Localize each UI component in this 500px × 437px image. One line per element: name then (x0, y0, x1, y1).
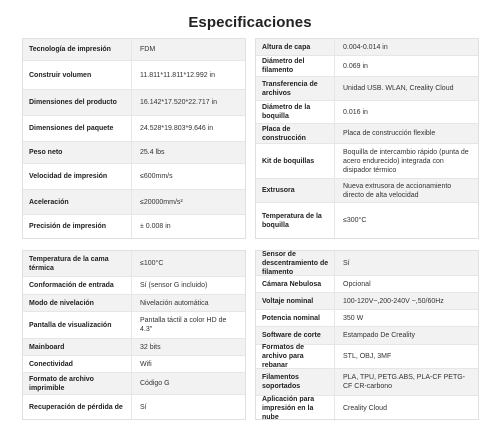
spec-row (23, 61, 245, 90)
spec-row (256, 396, 478, 421)
spec-row (256, 124, 478, 144)
spec-row (23, 312, 245, 339)
spec-row (23, 356, 245, 373)
spec-label: Placa de construcción (262, 125, 306, 142)
spec-table-bottom-right (255, 250, 479, 420)
spec-row (23, 277, 245, 295)
spec-value: 25.4 lbs (131, 142, 245, 163)
spec-value: Sí (131, 395, 245, 419)
spec-label: Transferencia de archivos (262, 80, 318, 97)
spec-label: Cámara Nebulosa (262, 280, 322, 288)
spec-row (23, 339, 245, 356)
spec-label: Formatos de archivo para rebanar (262, 344, 305, 369)
spec-label: Conectividad (29, 360, 73, 368)
spec-value: 11.811*11.811*12.992 in (131, 61, 245, 89)
spec-label: Tecnología de impresión (29, 46, 111, 53)
spec-value: FDM (131, 39, 245, 60)
spec-table-bottom-left (22, 250, 246, 420)
spec-value: Boquilla de intercambio rápido (punta de acero endurecido) integrada con disipador térmico (334, 144, 478, 178)
spec-value: Sí (sensor G incluido) (131, 277, 245, 294)
spec-row (23, 190, 245, 215)
spec-value: Unidad USB. WLAN, Creality Cloud (334, 77, 478, 100)
spec-value: 32 bits (131, 339, 245, 355)
spec-label: Filamentos soportados (262, 374, 301, 390)
spec-row (256, 144, 478, 179)
spec-row (256, 369, 478, 396)
spec-label: Modo de nivelación (29, 299, 94, 307)
spec-label: Diámetro de la boquilla (262, 104, 311, 120)
spec-row (23, 251, 245, 277)
spec-label: Conformación de entrada (29, 282, 114, 289)
spec-row (23, 215, 245, 238)
spec-value: 350 W (334, 310, 478, 326)
spec-row (23, 90, 245, 116)
spec-value: Wifi (131, 356, 245, 372)
spec-label: Extrusora (262, 187, 295, 194)
spec-label: Temperatura de la cama térmica (29, 255, 109, 272)
spec-value: 24.528*19.803*9.646 in (131, 116, 245, 141)
spec-row (23, 116, 245, 142)
spec-row (256, 251, 478, 276)
spec-label: Construir volumen (29, 71, 92, 79)
spec-row (23, 142, 245, 164)
page-title: Especificaciones (188, 14, 312, 31)
spec-label: Aceleración (29, 198, 69, 206)
spec-value: Estampado De Creality (334, 327, 478, 344)
spec-row (256, 310, 478, 327)
spec-row (23, 39, 245, 61)
spec-label: Voltaje nominal (262, 297, 314, 305)
spec-row (23, 295, 245, 312)
spec-value: Código G (131, 373, 245, 394)
spec-row (256, 203, 478, 238)
spec-value: Nivelación automática (131, 295, 245, 311)
spec-row (23, 373, 245, 395)
spec-row (23, 164, 245, 190)
spec-value: ± 0.008 in (131, 215, 245, 238)
spec-row (256, 56, 478, 77)
spec-row (256, 39, 478, 56)
spec-label: Software de corte (262, 332, 321, 339)
spec-label: Potencia nominal (262, 314, 320, 322)
spec-value: ≤100°C (131, 251, 245, 276)
spec-row (256, 77, 478, 101)
spec-value: Pantalla táctil a color HD de 4.3" (131, 312, 245, 338)
spec-label: Pantalla de visualización (29, 321, 112, 329)
spec-label: Altura de capa (262, 43, 311, 51)
spec-label: Recuperación de pérdida de (29, 403, 123, 411)
spec-label: Precisión de impresión (29, 223, 107, 230)
spec-row (256, 293, 478, 310)
spec-value: 16.142*17.520*22.717 in (131, 90, 245, 115)
spec-row (23, 395, 245, 419)
spec-value: Nueva extrusora de accionamiento directo de alta velocidad (334, 179, 478, 202)
spec-label: Diámetro del filamento (262, 58, 305, 74)
spec-value: Opcional (334, 276, 478, 292)
spec-label: Formato de archivo imprimible (29, 375, 94, 392)
spec-value: ≤300°C (334, 203, 478, 238)
spec-value: 0.004-0.014 in (334, 39, 478, 55)
spec-value: 100-120V~,200-240V ~,50/60Hz (334, 293, 478, 309)
spec-value: 0.069 in (334, 56, 478, 76)
spec-label: Sensor de descentramiento de filamento (262, 250, 329, 276)
spec-row (256, 276, 478, 293)
spec-label: Dimensiones del producto (29, 99, 117, 106)
spec-label: Peso neto (29, 149, 63, 156)
spec-table-top-right (255, 38, 479, 239)
spec-label: Mainboard (29, 343, 65, 351)
spec-row (256, 179, 478, 203)
spec-label: Temperatura de la boquilla (262, 212, 322, 229)
spec-table-top-left (22, 38, 246, 239)
spec-value: Creality Cloud (334, 396, 478, 421)
spec-value: 0.016 in (334, 101, 478, 123)
spec-label: Kit de boquillas (262, 157, 315, 165)
spec-value: PLA, TPU, PETG.ABS, PLA-CF PETG-CF CR-carbono (334, 369, 478, 395)
spec-value: ≤600mm/s (131, 164, 245, 189)
spec-label: Aplicación para impresión en la nube (262, 396, 315, 421)
spec-value: Placa de construcción flexible (334, 124, 478, 143)
spec-value: STL, OBJ, 3MF (334, 345, 478, 368)
spec-value: Sí (334, 251, 478, 275)
spec-label: Dimensiones del paquete (29, 125, 114, 132)
spec-value: ≤20000mm/s² (131, 190, 245, 214)
spec-row (256, 345, 478, 369)
spec-label: Velocidad de impresión (29, 173, 108, 180)
spec-row (256, 101, 478, 124)
